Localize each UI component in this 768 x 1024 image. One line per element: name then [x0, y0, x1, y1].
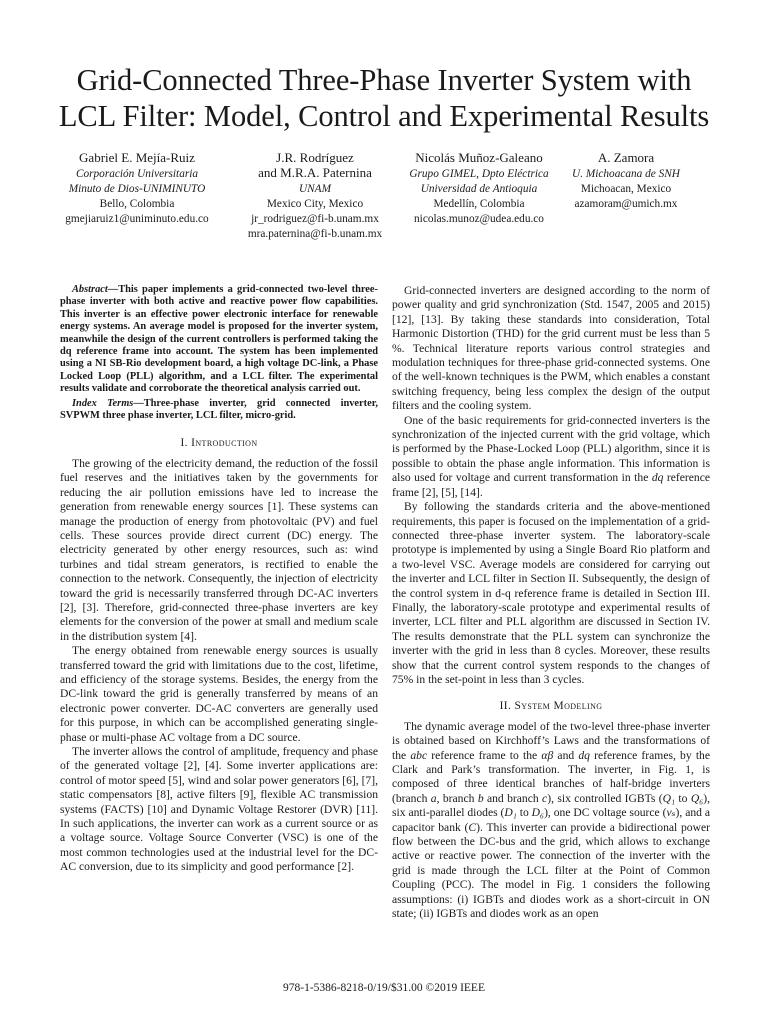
author-email: jr_rodriguez@fi-b.unam.mx: [251, 213, 379, 225]
math-symbol: D₆: [531, 806, 545, 820]
author-email: azamoram@umich.mx: [574, 198, 678, 210]
author-block-3: [404, 150, 554, 227]
text-run: to: [675, 791, 691, 805]
abstract-text: —This paper implements a grid-connected two-level three-phase inverter with both active and reactive power flow capabilities. This inverter is an effective power electronic interface for renewable energy systems. An average model is proposed for the inverter system, meanwhile the design of the current controllers is performed taking the dq reference frame into account. The system has been implemented using a NI SB-Rio development board, a high voltage DC-link, a Phase Locked Loop (PLL) algorithm, and a LCL filter. The experimental results validate and corroborate the theoretical analysis carried out.: [60, 284, 378, 395]
author-affiliation: Minuto de Dios-UNIMINUTO: [68, 183, 206, 195]
paragraph: The growing of the electricity demand, the reduction of the fossil fuel reserves and the initiatives taken by the governments for reducing the air pollution emissions have led to increase the generation from renewable energy sources [1]. These systems can manage the production of energy from photovoltaic (PV) and fuel cells. These sources provide direct current (DC) energy. The electricity generated by other energy resources, such as: wind turbines and tidal stream generators, is rectified to enable the connection to the network. Consequently, the injection of electricity toward the grid is necessarily transferred through DC-AC inverters [2], [3]. Therefore, grid-connected three-phase inverters are key elements for the conversion of the power at small and medium scale in the distribution system [4].: [60, 456, 378, 643]
author-email: gmejiaruiz1@uniminuto.edu.co: [65, 213, 209, 225]
author-location: Michoacan, Mexico: [580, 183, 672, 195]
author-location: Mexico City, Mexico: [266, 198, 364, 210]
right-column: [392, 284, 710, 921]
paragraph: The energy obtained from renewable energy sources is usually transferred toward the grid with limitations due to the cost, lifetime, and efficiency of the storage systems. Besides, the energy from the DC-link toward the grid is generally transferred by means of an electronic power converter. DC-AC converters are generally used for this purpose, in which can be accomplished generating single-phase or multi-phase AC voltage from a DC source.: [60, 644, 378, 744]
text-run: and branch: [483, 791, 543, 805]
author-block-4: [565, 150, 687, 212]
text-run: reference frame [2], [5], [14].: [392, 471, 710, 499]
text-run: reference frames, by the Clark and Park’s transformation. The inverter, in Fig. 1, is composed of three identical branches of half-bridge inverters (branch: [392, 748, 711, 805]
math-symbol: dq: [578, 748, 590, 762]
author-affiliation: Corporación Universitaria: [75, 168, 199, 180]
paragraph: By following the standards criteria and the above-mentioned requirements, this paper is focused on the implementation of a grid-connected three-phase inverter system. The laboratory-scale prototype is implemented by using a Single Board Rio platform and a two-level VSC. Average models are considered for carrying out the inverter and LCL filter in Section II. Subsequently, the design of the control system in d-q reference frame is detailed in Section III. Finally, the laboratory-scale prototype and experimental results of inverter, LCL filter and PLL algorithm are discussed in Section IV. The results demonstrate that the PLL system can synchronize the inverter with the grid in less than 8 cycles. Moreover, these results show that the current control system responds to the changes of 75% in the set-point in less than 3 cycles.: [392, 500, 710, 686]
math-symbol: vₛ: [666, 806, 676, 820]
section-heading: [60, 436, 378, 450]
text-run: ), one DC voltage source (: [544, 806, 667, 820]
math-symbol: c: [542, 791, 548, 805]
text-run: and: [553, 748, 579, 762]
author-email: nicolas.munoz@udea.edu.co: [414, 213, 544, 225]
math-symbol: abc: [410, 748, 428, 762]
author-affiliation: U. Michoacana de SNH: [572, 168, 680, 180]
index-terms-text: —Three-phase inverter, grid connected inverter, SVPWM three phase inverter, LCL filter, micro-grid.: [60, 397, 378, 422]
text-run: reference frame to the: [427, 748, 542, 762]
section-heading: [392, 699, 710, 713]
author-location: Bello, Colombia: [99, 198, 175, 210]
author-name: and M.R.A. Paternina: [258, 165, 372, 180]
text-run: to: [516, 806, 532, 820]
section-title: System Modeling: [514, 700, 603, 713]
copyright-footer: 978-1-5386-8218-0/19/$31.00 ©2019 IEEE: [283, 982, 485, 994]
author-name: A. Zamora: [597, 150, 655, 165]
author-block-2: [240, 150, 390, 242]
paragraph: Grid-connected inverters are designed according to the norm of power quality and grid synchronization (Std. 1547, 2005 and 2015) [12], [13]. By taking these standards into consideration, Total Harmonic Distortion (THD) for the grid current must be less than 5 %. Technical literature reports various control strategies and modulation techniques for three-phase grid-connected systems. One of the well-known techniques is the PWM, which enables a constant switching frequency, being less complex the design of the output filters and the cooling system.: [392, 284, 710, 413]
math-symbol: D₁: [504, 806, 517, 820]
left-column: [60, 284, 378, 875]
author-name: Gabriel E. Mejía-Ruiz: [79, 150, 195, 165]
math-symbol: αβ: [541, 748, 554, 762]
paragraph: [392, 414, 710, 500]
math-symbol: C: [468, 820, 477, 834]
abstract: [60, 284, 378, 396]
author-email: mra.paternina@fi-b.unam.mx: [247, 228, 383, 240]
text-run: ), and a capacitor bank (: [392, 806, 710, 834]
section-title: Introduction: [191, 437, 258, 450]
paragraph: The inverter allows the control of amplitude, frequency and phase of the generated voltage [2], [4]. Some inverter applications are: control of motor speed [5], wind and solar power generators [6], [7], static compensators [8], active filters [9], flexible AC transmission systems (FACTS) [10] and Dynamic Voltage Restorer (DVR) [11]. In such applications, the inverter can work as a current source or as a voltage source. Voltage Source Converter (VSC) is one of the most common technologies used at the industrial level for the DC-AC conversion, due to its simplicity and good performance [2].: [60, 745, 378, 874]
section-number: I.: [180, 437, 192, 450]
text-run: , branch: [436, 791, 478, 805]
title-line-1: Grid-Connected Three-Phase Inverter System with: [76, 63, 692, 97]
author-affiliation: UNAM: [298, 183, 331, 195]
section-number: II.: [499, 700, 515, 713]
math-symbol: Q₆: [690, 791, 704, 805]
text-run: ), six controlled IGBTs (: [547, 791, 663, 805]
author-name: J.R. Rodríguez: [276, 150, 354, 165]
author-affiliation: Universidad de Antioquia: [420, 183, 538, 195]
index-terms-label: Index Terms: [72, 397, 134, 409]
paragraph: [392, 720, 710, 922]
abstract-label: Abstract: [72, 284, 108, 295]
author-block-1: [62, 150, 212, 227]
text-run: The dynamic average model of the two-level three-phase inverter is obtained based on Kirchhoff’s Laws and the transformations of the: [392, 719, 710, 762]
title-line-2: LCL Filter: Model, Control and Experimental Results: [58, 99, 710, 133]
math-symbol: b: [477, 791, 484, 805]
author-location: Medellín, Colombia: [433, 198, 525, 210]
text-run: ), six anti-parallel diodes (: [392, 791, 710, 820]
author-name: Nicolás Muñoz-Galeano: [415, 150, 543, 165]
index-terms: [60, 398, 378, 423]
math-symbol: Q₁: [662, 791, 676, 805]
math-symbol: a: [430, 791, 437, 805]
paper-title: [0, 62, 768, 134]
text-run: One of the basic requirements for grid-connected inverters is the synchronization of the injected current with the grid voltage, which is performed by the Phase-Locked Loop (PLL) algorithm, since it is possible to obtain the phase angle information. This information is also used for voltage and current transformation in the: [392, 413, 710, 485]
text-run: ). This inverter can provide a bidirectional power flow between the DC-bus and the grid, which allows to exchange active or reactive power. The connection of the inverter with the grid is made through the LCL filter at the Point of Common Coupling (PCC). The model in Fig. 1 considers the following assumptions: (i) IGBTs and diodes work as a short-circuit in ON state; (ii) IGBTs and diodes work as an open: [392, 820, 710, 921]
author-affiliation: Grupo GIMEL, Dpto Eléctrica: [409, 168, 549, 180]
math-symbol: dq: [651, 471, 664, 485]
